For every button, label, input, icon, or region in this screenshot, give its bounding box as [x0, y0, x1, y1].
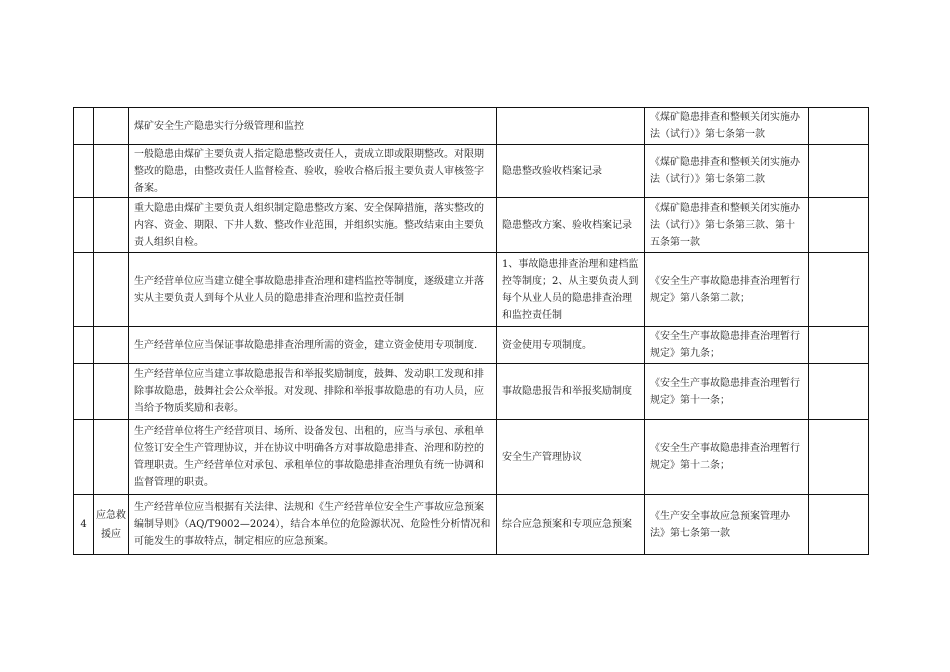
cell-number [74, 198, 94, 253]
cell-content: 生产经营单位将生产经营项目、场所、设备发包、出租的，应当与承包、承租单位签订安全生产管理协议，并在协议中明确各方对事故隐患排查、治理和防控的管理职责。生产经营单位对承包、承租单位的事故隐患排查治理负有统一协调和监督管理的职责。 [129, 420, 497, 495]
cell-basis: 《煤矿隐患排查和整顿关闭实施办法（试行）》第七条第一款 [645, 108, 809, 145]
cell-number [74, 108, 94, 145]
cell-evidence: 资金使用专项制度。 [497, 327, 645, 364]
table-row [74, 145, 869, 198]
cell-number: 4 [74, 495, 94, 555]
cell-basis: 《生产安全事故应急预案管理办法》第七条第一款 [645, 495, 809, 555]
table-row [74, 364, 869, 420]
cell-remark [809, 108, 869, 145]
cell-number [74, 420, 94, 495]
cell-evidence: 综合应急预案和专项应急预案 [497, 495, 645, 555]
table-row [74, 420, 869, 495]
cell-evidence: 安全生产管理协议 [497, 420, 645, 495]
table-row [74, 495, 869, 555]
cell-basis: 《安全生产事故隐患排查治理暂行规定》第十一条； [645, 364, 809, 420]
cell-evidence [497, 108, 645, 145]
cell-category [94, 198, 129, 253]
cell-content: 生产经营单位应当建立事故隐患报告和举报奖励制度，鼓舞、发动职工发现和排除事故隐患，鼓舞社会公众举报。对发现、排除和举报事故隐患的有功人员，应当给予物质奖励和表彰。 [129, 364, 497, 420]
cell-content: 重大隐患由煤矿主要负责人组织制定隐患整改方案、安全保障措施，落实整改的内容、资金、期限、下井人数、整改作业范围，并组织实施。整改结束由主要负责人组织自检。 [129, 198, 497, 253]
table-row [74, 327, 869, 364]
cell-remark [809, 364, 869, 420]
cell-basis: 《安全生产事故隐患排查治理暂行规定》第八条第二款； [645, 253, 809, 327]
table-row [74, 108, 869, 145]
cell-evidence: 1、事故隐患排查治理和建档监控等制度；2、从主要负责人到每个从业人员的隐患排查治理和监控责任制 [497, 253, 645, 327]
cell-category [94, 420, 129, 495]
cell-basis: 《煤矿隐患排查和整顿关闭实施办法（试行）》第七条第二款 [645, 145, 809, 198]
table-row [74, 253, 869, 327]
cell-number [74, 145, 94, 198]
cell-basis: 《煤矿隐患排查和整顿关闭实施办法（试行）》第七条第三款、第十五条第一款 [645, 198, 809, 253]
cell-content: 生产经营单位应当建立健全事故隐患排查治理和建档监控等制度，逐级建立并落实从主要负责人到每个从业人员的隐患排查治理和监控责任制 [129, 253, 497, 327]
cell-evidence: 事故隐患报告和举报奖励制度 [497, 364, 645, 420]
cell-basis: 《安全生产事故隐患排查治理暂行规定》第九条； [645, 327, 809, 364]
table-row [74, 198, 869, 253]
regulation-table [73, 107, 869, 555]
cell-category [94, 253, 129, 327]
cell-remark [809, 327, 869, 364]
cell-remark [809, 253, 869, 327]
cell-evidence: 隐患整改方案、验收档案记录 [497, 198, 645, 253]
cell-remark [809, 145, 869, 198]
cell-content: 煤矿安全生产隐患实行分级管理和监控 [129, 108, 497, 145]
cell-category [94, 108, 129, 145]
cell-number [74, 253, 94, 327]
cell-evidence: 隐患整改验收档案记录 [497, 145, 645, 198]
cell-remark [809, 420, 869, 495]
cell-category [94, 364, 129, 420]
cell-content: 生产经营单位应当根据有关法律、法规和《生产经营单位安全生产事故应急预案编制导则》（AQ/T9002—2024），结合本单位的危险源状况、危险性分析情况和可能发生的事故特点，制定相应的应急预案。 [129, 495, 497, 555]
cell-content: 生产经营单位应当保证事故隐患排查治理所需的资金，建立资金使用专项制度. [129, 327, 497, 364]
cell-category [94, 145, 129, 198]
cell-basis: 《安全生产事故隐患排查治理暂行规定》第十二条； [645, 420, 809, 495]
cell-category: 应急救援应 [94, 495, 129, 555]
cell-number [74, 364, 94, 420]
cell-remark [809, 198, 869, 253]
cell-category [94, 327, 129, 364]
cell-remark [809, 495, 869, 555]
cell-number [74, 327, 94, 364]
cell-content: 一般隐患由煤矿主要负责人指定隐患整改责任人，责成立即或限期整改。对限期整改的隐患，由整改责任人监督检查、验收，验收合格后报主要负责人审核签字备案。 [129, 145, 497, 198]
